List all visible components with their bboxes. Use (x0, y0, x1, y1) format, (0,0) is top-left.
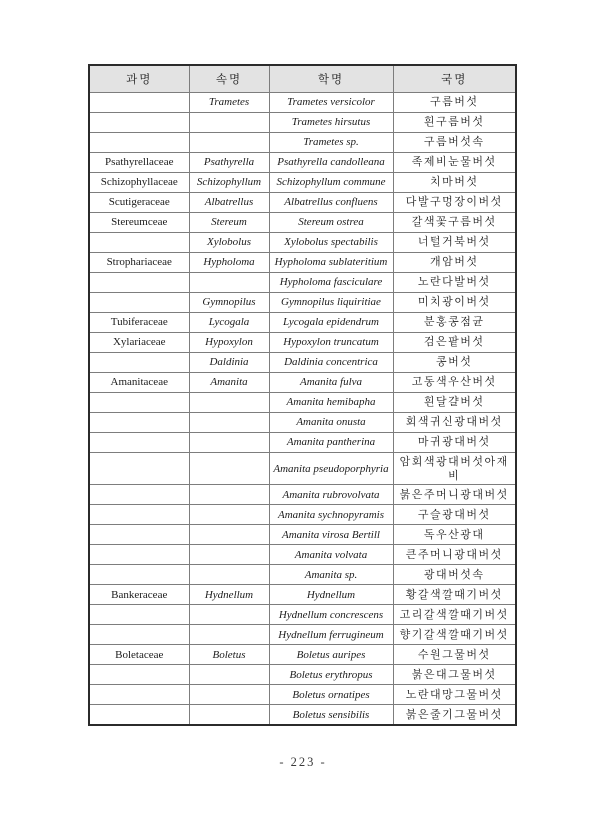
family-cell (89, 413, 189, 433)
family-cell (89, 453, 189, 485)
korean-name-cell: 붉은줄기그물버섯 (393, 705, 516, 726)
korean-name-cell: 광대버섯속 (393, 565, 516, 585)
table-row (89, 625, 516, 645)
korean-name-cell: 큰주머니광대버섯 (393, 545, 516, 565)
table-row (89, 333, 516, 353)
genus-cell (189, 605, 269, 625)
fungi-taxonomy-table (88, 64, 517, 726)
table-row (89, 273, 516, 293)
korean-name-cell: 구름버섯속 (393, 133, 516, 153)
scientific-name-cell: Amanita hemibapha (269, 393, 393, 413)
genus-cell: Psathyrella (189, 153, 269, 173)
table-row (89, 153, 516, 173)
table-row (89, 525, 516, 545)
table-row (89, 133, 516, 153)
korean-name-cell: 갈색꽃구름버섯 (393, 213, 516, 233)
korean-name-cell: 노란다발버섯 (393, 273, 516, 293)
genus-cell: Albatrellus (189, 193, 269, 213)
korean-name-cell: 다발구멍장이버섯 (393, 193, 516, 213)
korean-name-cell: 흰구름버섯 (393, 113, 516, 133)
korean-name-cell: 분홍콩점균 (393, 313, 516, 333)
column-header-scientific-name: 학명 (269, 65, 393, 93)
korean-name-cell: 개암버섯 (393, 253, 516, 273)
genus-cell (189, 453, 269, 485)
korean-name-cell: 붉은주머니광대버섯 (393, 485, 516, 505)
family-cell (89, 505, 189, 525)
scientific-name-cell: Daldinia concentrica (269, 353, 393, 373)
family-cell (89, 705, 189, 726)
korean-name-cell: 수원그물버섯 (393, 645, 516, 665)
table-row (89, 565, 516, 585)
family-cell (89, 93, 189, 113)
scientific-name-cell: Amanita rubrovolvata (269, 485, 393, 505)
scientific-name-cell: Stereum ostrea (269, 213, 393, 233)
genus-cell: Hypoxylon (189, 333, 269, 353)
family-cell: Tubiferaceae (89, 313, 189, 333)
table-row (89, 213, 516, 233)
table-row (89, 353, 516, 373)
genus-cell: Hydnellum (189, 585, 269, 605)
genus-cell (189, 565, 269, 585)
table-row (89, 585, 516, 605)
korean-name-cell: 흰달걀버섯 (393, 393, 516, 413)
family-cell (89, 525, 189, 545)
family-cell (89, 685, 189, 705)
family-cell: Psathyrellaceae (89, 153, 189, 173)
scientific-name-cell: Amanita virosa Bertill (269, 525, 393, 545)
page-number: - 223 - (279, 755, 327, 769)
family-cell (89, 665, 189, 685)
genus-cell: Stereum (189, 213, 269, 233)
scientific-name-cell: Amanita sychnopyramis (269, 505, 393, 525)
scientific-name-cell: Albatrellus confluens (269, 193, 393, 213)
genus-cell: Trametes (189, 93, 269, 113)
family-cell (89, 133, 189, 153)
scientific-name-cell: Amanita volvata (269, 545, 393, 565)
scientific-name-cell: Hydnellum ferrugineum (269, 625, 393, 645)
table-row (89, 313, 516, 333)
korean-name-cell: 구름버섯 (393, 93, 516, 113)
scientific-name-cell: Amanita pantherina (269, 433, 393, 453)
family-cell (89, 113, 189, 133)
table-row (89, 173, 516, 193)
family-cell: Strophariaceae (89, 253, 189, 273)
table-row (89, 705, 516, 726)
table-row (89, 433, 516, 453)
family-cell (89, 433, 189, 453)
family-cell: Xylariaceae (89, 333, 189, 353)
scientific-name-cell: Schizophyllum commune (269, 173, 393, 193)
genus-cell (189, 133, 269, 153)
table-row (89, 413, 516, 433)
table-row (89, 113, 516, 133)
family-cell: Boletaceae (89, 645, 189, 665)
korean-name-cell: 암회색광대버섯아재비 (393, 453, 516, 485)
genus-cell: Xylobolus (189, 233, 269, 253)
scientific-name-cell: Trametes hirsutus (269, 113, 393, 133)
scientific-name-cell: Boletus ornatipes (269, 685, 393, 705)
korean-name-cell: 회색귀신광대버섯 (393, 413, 516, 433)
table-row (89, 453, 516, 485)
family-cell: Bankeraceae (89, 585, 189, 605)
scientific-name-cell: Hypholoma sublateritium (269, 253, 393, 273)
column-header-genus: 속명 (189, 65, 269, 93)
genus-cell (189, 505, 269, 525)
family-cell: Scutigeraceae (89, 193, 189, 213)
genus-cell: Boletus (189, 645, 269, 665)
table-row (89, 665, 516, 685)
genus-cell: Gymnopilus (189, 293, 269, 313)
korean-name-cell: 고동색우산버섯 (393, 373, 516, 393)
korean-name-cell: 너털거북버섯 (393, 233, 516, 253)
family-cell (89, 353, 189, 373)
family-cell (89, 625, 189, 645)
family-cell (89, 605, 189, 625)
genus-cell: Schizophyllum (189, 173, 269, 193)
table-row (89, 293, 516, 313)
family-cell (89, 485, 189, 505)
family-cell: Schizophyllaceae (89, 173, 189, 193)
korean-name-cell: 노란대망그물버섯 (393, 685, 516, 705)
genus-cell (189, 273, 269, 293)
family-cell (89, 233, 189, 253)
table-row (89, 485, 516, 505)
genus-cell: Daldinia (189, 353, 269, 373)
genus-cell (189, 433, 269, 453)
table-row (89, 685, 516, 705)
table-row (89, 505, 516, 525)
table-row (89, 93, 516, 113)
table-row (89, 373, 516, 393)
genus-cell: Lycogala (189, 313, 269, 333)
scientific-name-cell: Boletus erythropus (269, 665, 393, 685)
scientific-name-cell: Hypoxylon truncatum (269, 333, 393, 353)
korean-name-cell: 족제비눈물버섯 (393, 153, 516, 173)
table-row (89, 645, 516, 665)
genus-cell (189, 685, 269, 705)
scientific-name-cell: Amanita onusta (269, 413, 393, 433)
korean-name-cell: 향기갈색깔때기버섯 (393, 625, 516, 645)
scientific-name-cell: Hydnellum (269, 585, 393, 605)
table-row (89, 605, 516, 625)
genus-cell: Amanita (189, 373, 269, 393)
genus-cell (189, 705, 269, 726)
scientific-name-cell: Psathyrella candolleana (269, 153, 393, 173)
column-header-family: 과명 (89, 65, 189, 93)
korean-name-cell: 미치광이버섯 (393, 293, 516, 313)
scientific-name-cell: Gymnopilus liquiritiae (269, 293, 393, 313)
genus-cell (189, 545, 269, 565)
scientific-name-cell: Amanita sp. (269, 565, 393, 585)
family-cell (89, 393, 189, 413)
korean-name-cell: 붉은대그물버섯 (393, 665, 516, 685)
korean-name-cell: 황갈색깔때기버섯 (393, 585, 516, 605)
genus-cell: Hypholoma (189, 253, 269, 273)
genus-cell (189, 393, 269, 413)
genus-cell (189, 413, 269, 433)
family-cell (89, 545, 189, 565)
column-header-korean-name: 국명 (393, 65, 516, 93)
genus-cell (189, 525, 269, 545)
scientific-name-cell: Lycogala epidendrum (269, 313, 393, 333)
scientific-name-cell: Amanita pseudoporphyria (269, 453, 393, 485)
scientific-name-cell: Amanita fulva (269, 373, 393, 393)
scientific-name-cell: Xylobolus spectabilis (269, 233, 393, 253)
family-cell (89, 273, 189, 293)
genus-cell (189, 665, 269, 685)
scientific-name-cell: Trametes sp. (269, 133, 393, 153)
genus-cell (189, 625, 269, 645)
table-row (89, 393, 516, 413)
korean-name-cell: 검은팥버섯 (393, 333, 516, 353)
korean-name-cell: 치마버섯 (393, 173, 516, 193)
korean-name-cell: 고리갈색깔때기버섯 (393, 605, 516, 625)
family-cell: Stereumceae (89, 213, 189, 233)
family-cell (89, 565, 189, 585)
table-row (89, 193, 516, 213)
family-cell (89, 293, 189, 313)
table-row (89, 233, 516, 253)
genus-cell (189, 113, 269, 133)
korean-name-cell: 마귀광대버섯 (393, 433, 516, 453)
table-row (89, 545, 516, 565)
scientific-name-cell: Boletus auripes (269, 645, 393, 665)
table-row (89, 253, 516, 273)
scientific-name-cell: Trametes versicolor (269, 93, 393, 113)
table-header-row (89, 65, 516, 93)
scientific-name-cell: Boletus sensibilis (269, 705, 393, 726)
genus-cell (189, 485, 269, 505)
korean-name-cell: 구슬광대버섯 (393, 505, 516, 525)
korean-name-cell: 독우산광대 (393, 525, 516, 545)
scientific-name-cell: Hypholoma fasciculare (269, 273, 393, 293)
korean-name-cell: 콩버섯 (393, 353, 516, 373)
scientific-name-cell: Hydnellum concrescens (269, 605, 393, 625)
family-cell: Amanitaceae (89, 373, 189, 393)
